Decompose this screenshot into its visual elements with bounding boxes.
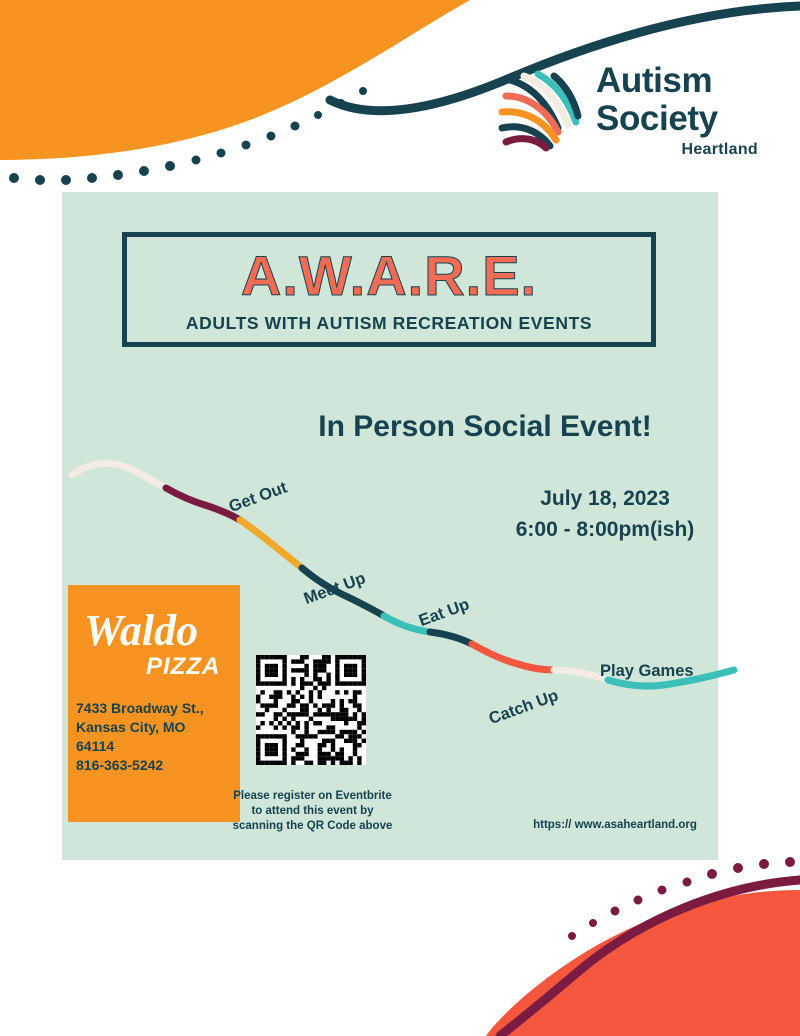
website-url[interactable]: https:// www.asaheartland.org (533, 819, 697, 831)
venue-name-text: Waldo (84, 606, 199, 655)
registration-caption-line-3: scanning the QR Code above (232, 820, 393, 832)
path-step-eat-up: Eat Up (416, 595, 472, 631)
autism-society-logo (492, 62, 762, 174)
path-step-get-out: Get Out (226, 478, 290, 517)
qr-code-icon[interactable] (256, 655, 366, 765)
qr-code[interactable] (256, 655, 366, 765)
registration-caption-line-2: to attend this event by (251, 805, 374, 817)
path-step-play-games: Play Games (600, 662, 694, 680)
venue-phone: 816-363-5242 (76, 757, 164, 773)
venue-card (68, 585, 240, 822)
venue-address (76, 699, 234, 775)
path-step-meet-up: Meet Up (301, 569, 368, 609)
logo-line-3: Heartland (681, 141, 758, 158)
aware-acronym: A.W.A.R.E. (240, 244, 538, 307)
venue-name-secondary: PIZZA (146, 653, 221, 680)
registration-caption-line-1: Please register on Eventbrite (233, 790, 392, 802)
waldo-logo-icon (82, 599, 228, 661)
event-headline: In Person Social Event! (318, 410, 652, 443)
logo-line-2: Society (596, 99, 718, 138)
venue-address-line-3: 64114 (76, 738, 115, 754)
venue-address-line-1: 7433 Broadway St., (76, 700, 204, 716)
event-time: 6:00 - 8:00pm(ish) (515, 518, 695, 541)
venue-address-line-2: Kansas City, MO (76, 719, 186, 735)
event-date: July 18, 2023 (540, 487, 670, 510)
path-step-catch-up: Catch Up (486, 686, 561, 729)
logo-wordmark (596, 62, 762, 159)
registration-caption (215, 789, 410, 834)
autism-society-knot-logo-icon (492, 66, 588, 152)
logo-line-1: Autism (596, 61, 713, 100)
aware-title-box (122, 232, 656, 347)
aware-expansion: ADULTS WITH AUTISM RECREATION EVENTS (185, 313, 593, 333)
